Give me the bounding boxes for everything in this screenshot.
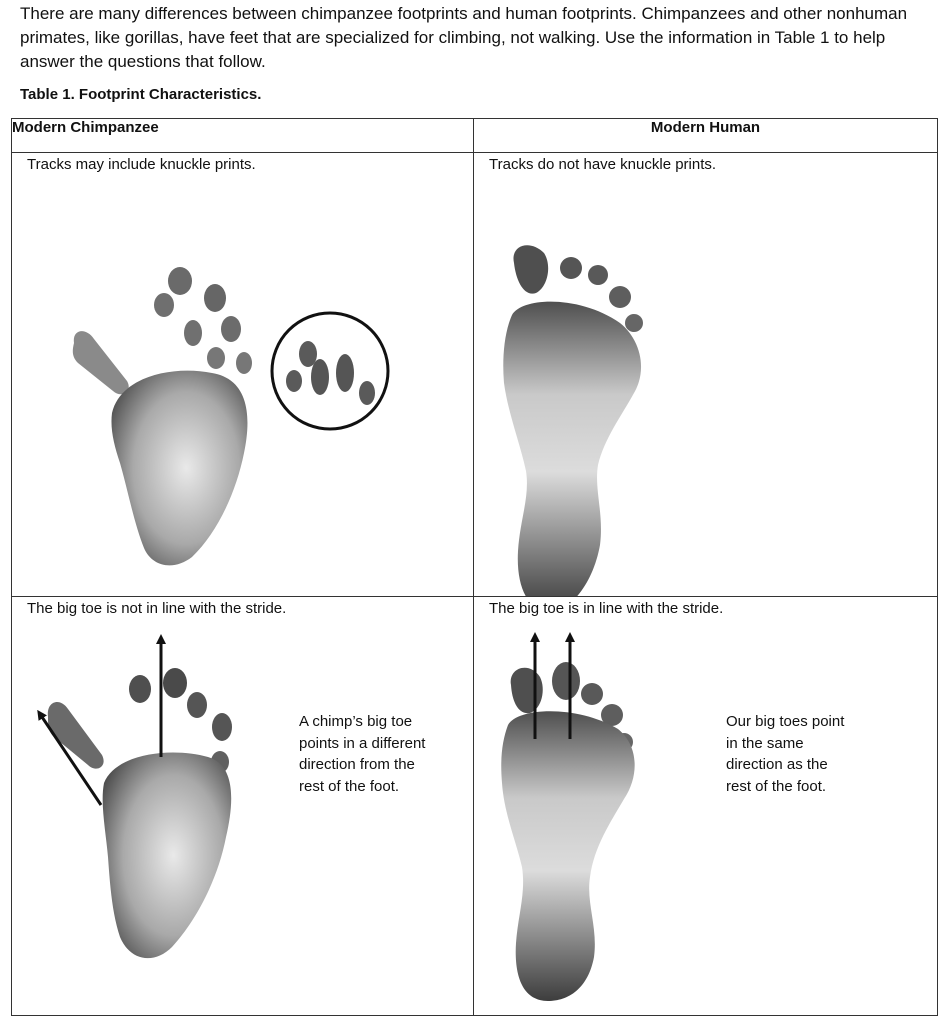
human-knuckle-text: Tracks do not have knuckle prints. — [489, 156, 717, 173]
human-stride-cell — [474, 597, 938, 1016]
human-footprint-icon — [474, 153, 938, 596]
table-caption: Table 1. Footprint Characteristics. — [20, 86, 262, 103]
footprint-table — [11, 118, 938, 1016]
chimp-stride-text: The big toe is not in line with the stride. — [27, 600, 287, 617]
human-stride-text: The big toe is in line with the stride. — [489, 600, 724, 617]
chimp-stride-cell — [12, 597, 474, 1016]
table-row — [12, 597, 938, 1016]
table-header-row — [12, 119, 938, 153]
header-human: Modern Human — [474, 119, 938, 153]
table-row — [12, 153, 938, 597]
human-footprint-icon — [474, 597, 938, 1015]
chimp-knuckle-text: Tracks may include knuckle prints. — [27, 156, 256, 173]
knuckle-print-icon — [272, 313, 388, 429]
chimp-footprint-icon — [12, 597, 474, 1015]
intro-paragraph: There are many differences between chimpanzee footprints and human footprints. Chimpanzees and other nonhuman primates, like gorillas, have feet that are specialized for climbing, not walking. Use the information in Table 1 to help answer the questions that follow. — [20, 4, 908, 71]
chimp-footprint-icon — [12, 153, 474, 596]
human-knuckle-cell — [474, 153, 938, 597]
chimp-knuckle-cell — [12, 153, 474, 597]
header-chimpanzee: Modern Chimpanzee — [12, 119, 474, 153]
human-stride-note: Our big toes point in the same direction as the rest of the foot. — [726, 713, 845, 795]
chimp-stride-note: A chimp’s big toe points in a different direction from the rest of the foot. — [299, 713, 426, 795]
